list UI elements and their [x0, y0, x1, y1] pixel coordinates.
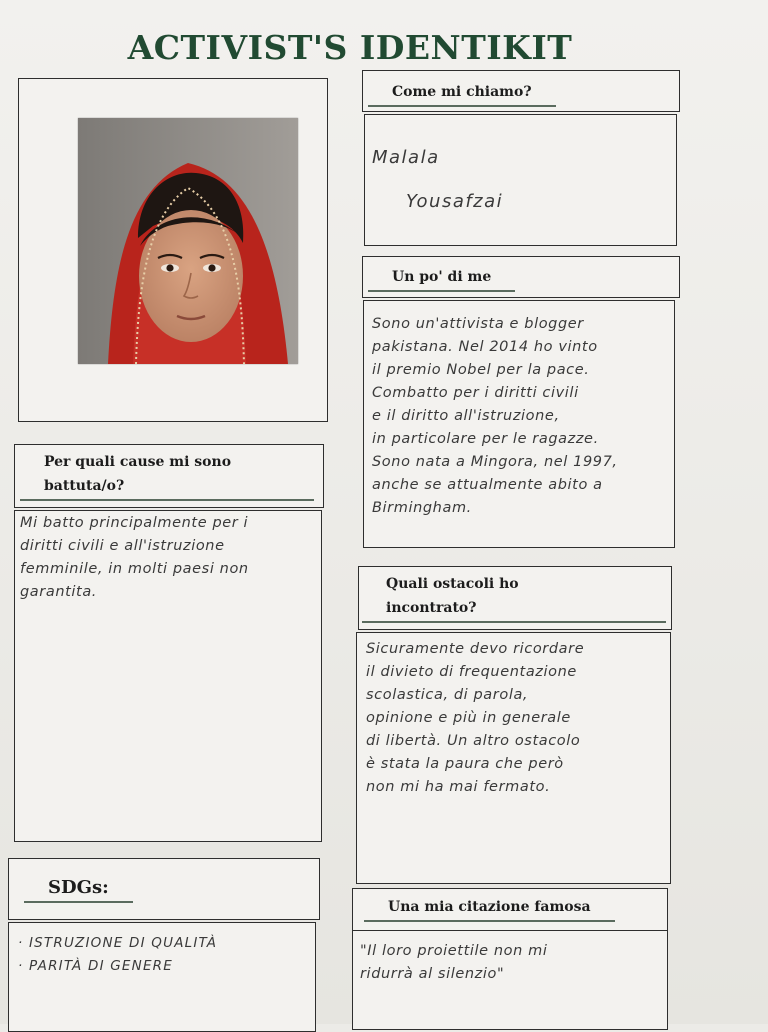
obstacles-label-line: incontrato? [386, 600, 477, 616]
name-answer-box [364, 114, 677, 246]
obstacles-line: scolastica, di parola, [366, 687, 529, 703]
portrait-image [78, 118, 298, 364]
obstacles-label-line: Quali ostacoli ho [386, 576, 519, 592]
causes-label-line: battuta/o? [44, 478, 125, 494]
about-line: in particolare per le ragazze. [372, 431, 599, 447]
about-line: Birmingham. [372, 500, 472, 516]
quote-line: ridurrà al silenzio" [360, 966, 505, 982]
about-line: Sono un'attivista e blogger [372, 316, 584, 332]
about-line: il premio Nobel per la pace. [372, 362, 590, 378]
about-text [372, 313, 672, 520]
sdgs-label: SDGs: [26, 876, 131, 900]
sdgs-list [18, 932, 308, 978]
last-name-text: Yousafzai [406, 191, 504, 212]
causes-text [20, 512, 320, 604]
obstacles-line: è stata la paura che però [366, 756, 564, 772]
sdg-item: · PARITÀ DI GENERE [18, 955, 308, 978]
obstacles-line: Sicuramente devo ricordare [366, 641, 585, 657]
causes-line: diritti civili e all'istruzione [20, 538, 225, 554]
causes-line: garantita. [20, 584, 98, 600]
causes-line: femminile, in molti paesi non [20, 561, 249, 577]
quote-label: Una mia citazione famosa [366, 895, 613, 919]
first-name-text: Malala [372, 147, 440, 168]
quote-text [360, 940, 660, 986]
quote-line: "Il loro proiettile non mi [360, 943, 548, 959]
about-line: anche se attualmente abito a [372, 477, 603, 493]
obstacles-line: il divieto di frequentazione [366, 664, 577, 680]
obstacles-line: opinione e più in generale [366, 710, 571, 726]
name-label: Come mi chiamo? [370, 80, 554, 104]
about-label: Un po' di me [370, 265, 513, 289]
activist-photo [78, 118, 298, 364]
obstacles-label [364, 572, 664, 620]
about-line: Combatto per i diritti civili [372, 385, 579, 401]
obstacles-text [366, 638, 666, 799]
obstacles-line: non mi ha mai fermato. [366, 779, 551, 795]
page-title: ACTIVIST'S IDENTIKIT [127, 28, 573, 67]
sdg-item: · ISTRUZIONE DI QUALITÀ [18, 932, 308, 955]
about-line: pakistana. Nel 2014 ho vinto [372, 339, 598, 355]
about-line: e il diritto all'istruzione, [372, 408, 560, 424]
about-line: Sono nata a Mingora, nel 1997, [372, 454, 618, 470]
causes-label-line: Per quali cause mi sono [44, 454, 232, 470]
obstacles-line: di libertà. Un altro ostacolo [366, 733, 581, 749]
causes-line: Mi batto principalmente per i [20, 515, 249, 531]
causes-label [22, 450, 312, 498]
